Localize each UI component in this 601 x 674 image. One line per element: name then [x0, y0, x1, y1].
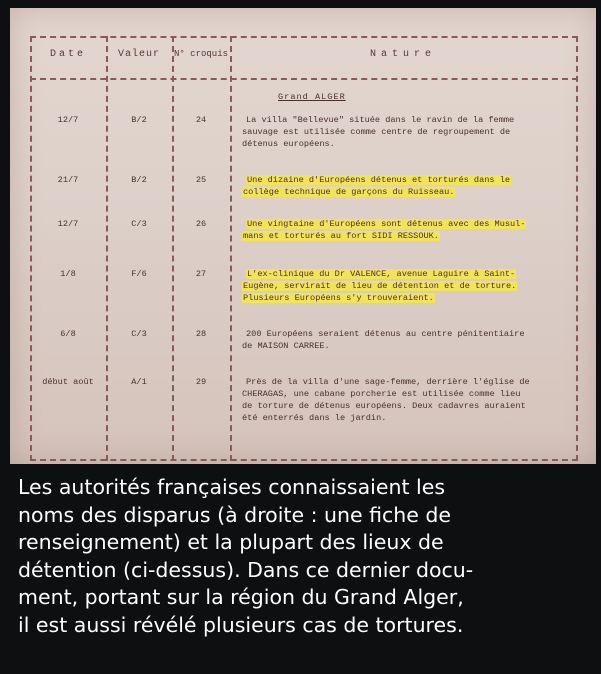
croquis-cell: 29 — [195, 377, 207, 387]
valeur-cell: F/6 — [131, 269, 147, 279]
nature-text: 200 Européens seraient détenus au centre pénitentiaire — [246, 329, 525, 339]
valeur-cell: A/1 — [131, 377, 147, 387]
nature-text: Une dizaine d'Européens détenus et torturés dans le — [247, 175, 511, 185]
nature-text: Plusieurs Européens s'y trouveraient. — [243, 293, 434, 303]
nature-text: L'ex-clinique du Dr VALENCE, avenue Laguire à Saint- — [247, 269, 516, 279]
date-cell: 6/8 — [60, 329, 76, 339]
document-table — [30, 36, 578, 461]
caption-line: ment, portant sur la région du Grand Alger, — [18, 585, 464, 609]
nature-text: de torture de détenus européens. Deux cadavres auraient — [242, 401, 526, 411]
nature-line — [242, 126, 510, 138]
valeur-cell: C/3 — [131, 329, 147, 339]
croquis-cell: 25 — [195, 175, 207, 185]
table-header-divider — [30, 78, 578, 80]
table-left-border — [30, 36, 32, 461]
caption-line: renseignement) et la plupart des lieux de — [18, 530, 444, 554]
nature-line — [242, 280, 517, 292]
valeur-cell: C/3 — [131, 219, 147, 229]
column-divider-1 — [106, 36, 108, 461]
column-divider-2 — [172, 36, 174, 461]
nature-line — [242, 340, 330, 352]
nature-line — [242, 412, 386, 424]
nature-text: détenus européens. — [242, 139, 335, 149]
valeur-cell: B/2 — [131, 175, 147, 185]
croquis-cell: 28 — [195, 329, 207, 339]
nature-text: de MAISON CARREE. — [242, 341, 330, 351]
nature-line — [242, 230, 440, 242]
valeur-cell: B/2 — [131, 115, 147, 125]
nature-line — [242, 138, 335, 150]
nature-line — [242, 400, 526, 412]
nature-line — [246, 174, 511, 186]
table-right-border — [576, 36, 578, 461]
nature-line — [246, 328, 524, 340]
header-nature: Nature — [369, 49, 436, 60]
croquis-cell: 24 — [195, 115, 207, 125]
nature-line — [242, 388, 520, 400]
nature-text: Eugène, servirait de lieu de détention et de torture. — [243, 281, 517, 291]
table-bottom-border — [30, 459, 578, 461]
date-cell: 12/7 — [57, 115, 79, 125]
document-photo — [10, 8, 596, 464]
nature-line — [242, 186, 455, 198]
header-date: Date — [49, 49, 86, 60]
nature-line — [246, 218, 526, 230]
nature-line — [242, 292, 435, 304]
nature-text: sauvage est utilisée comme centre de regroupement de — [242, 127, 511, 137]
date-cell: 12/7 — [57, 219, 79, 229]
nature-text: La villa "Bellevue" située dans le ravin de la femme — [246, 115, 515, 125]
nature-text: CHERAGAS, une cabane porcherie est utilisée comme lieu — [242, 389, 521, 399]
nature-text: été enterrés dans le jardin. — [242, 413, 387, 423]
nature-text: mans et torturés au fort SIDI RESSOUK. — [243, 231, 439, 241]
caption-line: détention (ci-dessus). Dans ce dernier docu- — [18, 557, 474, 582]
nature-line — [246, 376, 530, 388]
date-cell: début août — [42, 377, 94, 387]
column-divider-3 — [230, 36, 232, 461]
header-valeur: Valeur — [117, 49, 160, 60]
header-croquis: N° croquis — [173, 49, 228, 59]
nature-line — [246, 268, 516, 280]
nature-line — [246, 114, 514, 126]
date-cell: 21/7 — [57, 175, 79, 185]
nature-text: collège technique de garçons du Ruisseau. — [243, 187, 455, 197]
nature-text: Une vingtaine d'Européens sont détenus avec des Musul- — [247, 219, 526, 229]
caption-line: noms des disparus (à droite : une fiche de — [18, 502, 452, 527]
table-top-border — [30, 36, 578, 38]
croquis-cell: 27 — [195, 269, 207, 279]
photo-caption — [18, 474, 594, 639]
croquis-cell: 26 — [195, 219, 207, 229]
date-cell: 1/8 — [60, 269, 76, 279]
caption-line: Les autorités françaises connaissaient les — [18, 475, 446, 499]
nature-text: Près de la villa d'une sage-femme, derrière l'église de — [246, 377, 530, 387]
caption-line: il est aussi révélé plusieurs cas de tortures. — [18, 612, 464, 637]
section-title: Grand ALGER — [278, 92, 346, 102]
